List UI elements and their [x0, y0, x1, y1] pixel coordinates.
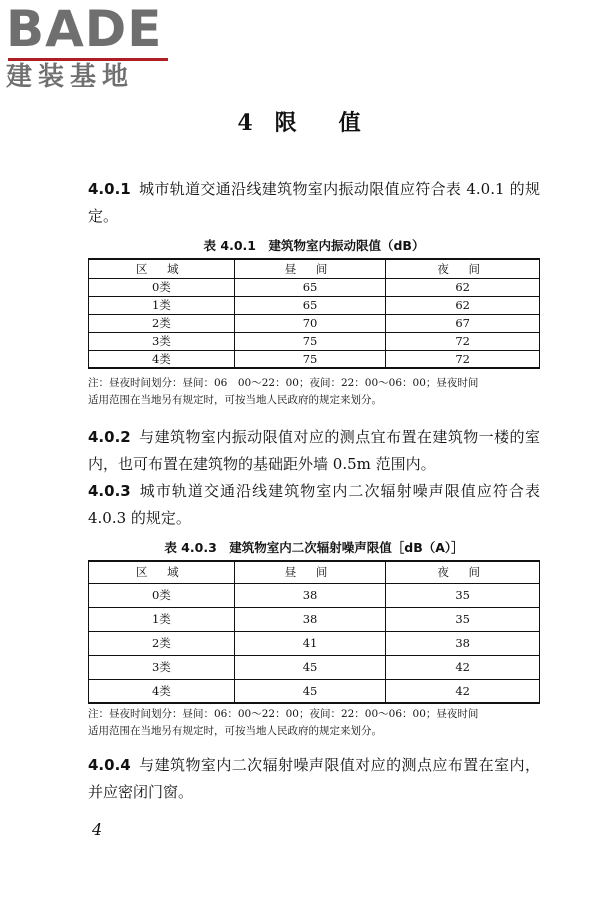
table-row — [89, 583, 540, 607]
table-row — [89, 332, 540, 350]
table-4-0-3 — [88, 560, 540, 704]
cell-day: 65 — [234, 296, 386, 314]
logo-wordmark: BADE — [6, 0, 163, 58]
cell-day: 38 — [234, 607, 386, 631]
cell-day: 70 — [234, 314, 386, 332]
note-line: 注：昼夜时间划分：昼间：06 00～22：00；夜间：22：00～06：00；昼夜时间 — [88, 377, 479, 389]
clause-4-0-2 — [88, 424, 540, 478]
chapter-title-part1: 限 — [274, 110, 299, 136]
clause-text: 与建筑物室内二次辐射噪声限值对应的测点应布置在室内，并应密闭门窗。 — [88, 756, 540, 801]
table-row — [89, 631, 540, 655]
cell-night: 72 — [386, 332, 540, 350]
clause-4-0-1 — [88, 176, 540, 230]
cell-day: 45 — [234, 655, 386, 679]
cell-night: 35 — [386, 583, 540, 607]
clause-text: 与建筑物室内振动限值对应的测点宜布置在建筑物一楼的室内，也可布置在建筑物的基础距外墙 0.5m 范围内。 — [88, 428, 540, 473]
header-day: 昼 间 — [234, 259, 386, 278]
clause-4-0-3 — [88, 478, 540, 532]
cell-night: 42 — [386, 655, 540, 679]
clause-4-0-4 — [88, 752, 540, 806]
cell-region: 2类 — [89, 314, 235, 332]
logo-tagline: 建装基地 — [6, 62, 135, 92]
logo-red-bar — [8, 58, 168, 61]
cell-region: 1类 — [89, 607, 235, 631]
note-line: 适用范围在当地另有规定时，可按当地人民政府的规定来划分。 — [88, 394, 382, 406]
cell-day: 75 — [234, 350, 386, 368]
table-header-row — [89, 561, 540, 583]
clause-number: 4.0.2 — [88, 428, 131, 446]
cell-region: 4类 — [89, 350, 235, 368]
chapter-number: 4 — [237, 110, 255, 136]
header-night: 夜 间 — [386, 259, 540, 278]
table-row — [89, 296, 540, 314]
cell-region: 2类 — [89, 631, 235, 655]
cell-day: 41 — [234, 631, 386, 655]
cell-night: 67 — [386, 314, 540, 332]
cell-region: 3类 — [89, 332, 235, 350]
cell-night: 38 — [386, 631, 540, 655]
table-4-0-1-note — [88, 375, 548, 409]
table-4-0-3-caption: 表 4.0.3 建筑物室内二次辐射噪声限值［dB（A）］ — [164, 540, 464, 555]
table-4-0-3-note — [88, 706, 548, 740]
note-line: 注：昼夜时间划分：昼间：06：00～22：00；夜间：22：00～06：00；昼夜时间 — [88, 708, 479, 720]
table-row — [89, 314, 540, 332]
cell-day: 65 — [234, 278, 386, 296]
clause-text: 城市轨道交通沿线建筑物室内振动限值应符合表 4.0.1 的规定。 — [88, 180, 540, 225]
table-row — [89, 278, 540, 296]
page-number: 4 — [92, 820, 103, 839]
cell-night: 42 — [386, 679, 540, 703]
cell-region: 3类 — [89, 655, 235, 679]
header-night: 夜 间 — [386, 561, 540, 583]
cell-day: 75 — [234, 332, 386, 350]
table-row — [89, 679, 540, 703]
table-row — [89, 655, 540, 679]
cell-region: 0类 — [89, 278, 235, 296]
header-region: 区 域 — [89, 561, 235, 583]
clause-number: 4.0.4 — [88, 756, 131, 774]
cell-day: 45 — [234, 679, 386, 703]
table-row — [89, 607, 540, 631]
clause-number: 4.0.1 — [88, 180, 131, 198]
cell-night: 62 — [386, 278, 540, 296]
note-line: 适用范围在当地另有规定时，可按当地人民政府的规定来划分。 — [88, 725, 382, 737]
cell-region: 0类 — [89, 583, 235, 607]
bade-logo — [6, 0, 176, 94]
table-4-0-1-caption: 表 4.0.1 建筑物室内振动限值（dB） — [203, 238, 425, 253]
header-day: 昼 间 — [234, 561, 386, 583]
cell-region: 1类 — [89, 296, 235, 314]
header-region: 区 域 — [89, 259, 235, 278]
chapter-title — [0, 106, 600, 137]
clause-text: 城市轨道交通沿线建筑物室内二次辐射噪声限值应符合表 4.0.3 的规定。 — [88, 482, 540, 527]
cell-day: 38 — [234, 583, 386, 607]
cell-night: 35 — [386, 607, 540, 631]
cell-region: 4类 — [89, 679, 235, 703]
clause-number: 4.0.3 — [88, 482, 131, 500]
cell-night: 72 — [386, 350, 540, 368]
table-row — [89, 350, 540, 368]
table-header-row — [89, 259, 540, 278]
cell-night: 62 — [386, 296, 540, 314]
chapter-title-part2: 值 — [338, 110, 363, 136]
table-4-0-1 — [88, 258, 540, 369]
